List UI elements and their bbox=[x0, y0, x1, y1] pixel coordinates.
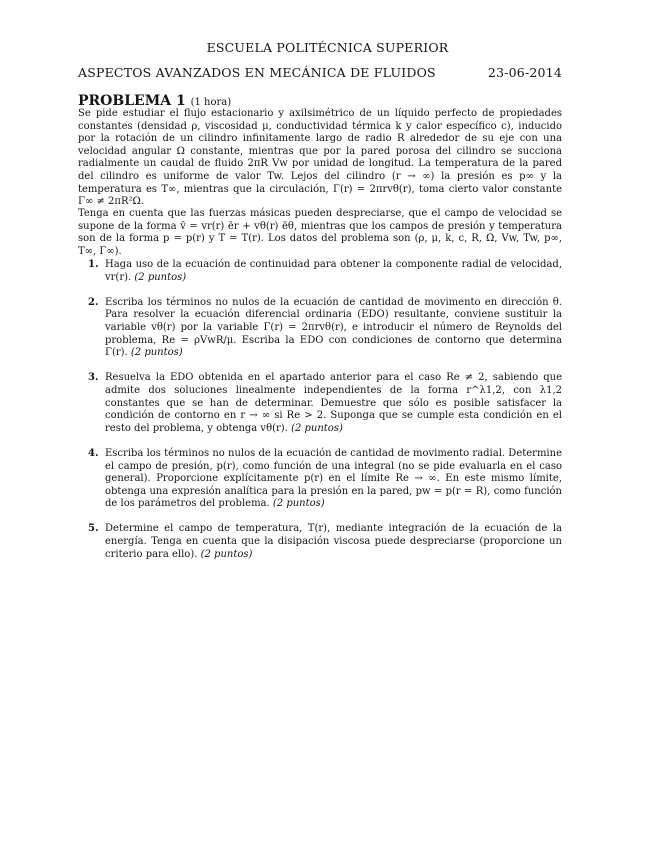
problem-heading bbox=[78, 93, 231, 109]
question-points: (2 puntos) bbox=[272, 498, 325, 510]
course-title: ASPECTOS AVANZADOS EN MECÁNICA DE FLUIDOS bbox=[78, 65, 436, 80]
question-number: 4. bbox=[88, 447, 99, 459]
question-number: 1. bbox=[88, 259, 99, 270]
question-item bbox=[78, 448, 562, 511]
question-number: 2. bbox=[88, 296, 99, 308]
question-list bbox=[78, 259, 562, 574]
problem-title: PROBLEMA 1 bbox=[78, 93, 186, 109]
statement-paragraph: Se pide estudiar el flujo estacionario y axilsimétrico de un líquido perfecto de propiedades constantes (densidad ρ, viscosidad μ, conductividad térmica k y calor específico c), inducido por la rotación de un cilindro infinitamente largo de radio R alrededor de su eje con una velocidad angular Ω constante, mientras que por la pared porosa del cilindro se succiona radialmente un caudal de fluido 2πR Vw por unidad de longitud. La temperatura de la pared del cilindro es uniforme de valor Tw. Lejos del cilindro (r → ∞) la presión es p∞ y la temperatura es T∞, mientras que la circulación, Γ(r) = 2πrvθ(r), toma cierto valor constante Γ∞ ≠ 2πR²Ω. bbox=[78, 108, 562, 208]
question-text: Escriba los términos no nulos de la ecuación de cantidad de movimento en dirección θ. Para resolver la ecuación diferencial ordinaria (EDO) resultante, conviene sustituir la variable vθ(r) por la variable Γ(r) = 2πrvθ(r), e introducir el número de Reynolds del problema, Re = ρVwR/μ. Escriba la EDO con condiciones de contorno que determina Γ(r). bbox=[105, 296, 562, 359]
question-points: (2 puntos) bbox=[134, 271, 187, 283]
exam-date: 23-06-2014 bbox=[487, 65, 562, 80]
question-text: Determine el campo de temperatura, T(r), mediante integración de la ecuación de la energía. Tenga en cuenta que la disipación viscosa puede despreciarse (proporcione un criterio para ello). bbox=[105, 523, 562, 560]
question-points: (2 puntos) bbox=[130, 347, 183, 359]
question-points: (2 puntos) bbox=[291, 422, 343, 434]
question-text: Resuelva la EDO obtenida en el apartado anterior para el caso Re ≠ 2, sabiendo que admite dos soluciones linealmente independientes de la forma r^λ1,2, con λ1,2 constantes que se han de determinar. Demuestre que sólo es posible satisfacer la condición de contorno en r → ∞ si Re > 2. Suponga que se cumple esta condición en el resto del problema, y obtenga vθ(r). bbox=[105, 372, 562, 434]
course-line bbox=[78, 65, 562, 80]
question-number: 3. bbox=[88, 372, 99, 384]
question-item bbox=[78, 372, 562, 435]
hints-paragraph: Tenga en cuenta que las fuerzas másicas pueden despreciarse, que el campo de velocidad se supone de la forma v̄ = vr(r) ēr + vθ(r) ēθ, mientras que los campos de presión y temperatura son de la forma p = p(r) y T = T(r). Los datos del problema son (ρ, μ, k, c, R, Ω, Vw, Tw, p∞, T∞, Γ∞). bbox=[78, 208, 562, 257]
question-number: 5. bbox=[88, 523, 99, 535]
question-text: Haga uso de la ecuación de continuidad para obtener la componente radial de velocidad, vr(r). bbox=[105, 259, 562, 283]
problem-duration: (1 hora) bbox=[190, 97, 232, 108]
question-item bbox=[78, 297, 562, 360]
question-text: Escriba los términos no nulos de la ecuación de cantidad de movimento radial. Determine el campo de presión, p(r), como función de una integral (no se pide evaluarla en el caso general). Proporcione explícitamente p(r) en el límite Re → ∞. En este mismo límite, obtenga una expresión analítica para la presión en la pared, pw = p(r = R), como función de los parámetros del problema. bbox=[105, 447, 562, 510]
question-item bbox=[78, 523, 562, 561]
question-item bbox=[78, 259, 562, 284]
question-points: (2 puntos) bbox=[200, 548, 253, 560]
school-name: ESCUELA POLITÉCNICA SUPERIOR bbox=[206, 40, 449, 55]
